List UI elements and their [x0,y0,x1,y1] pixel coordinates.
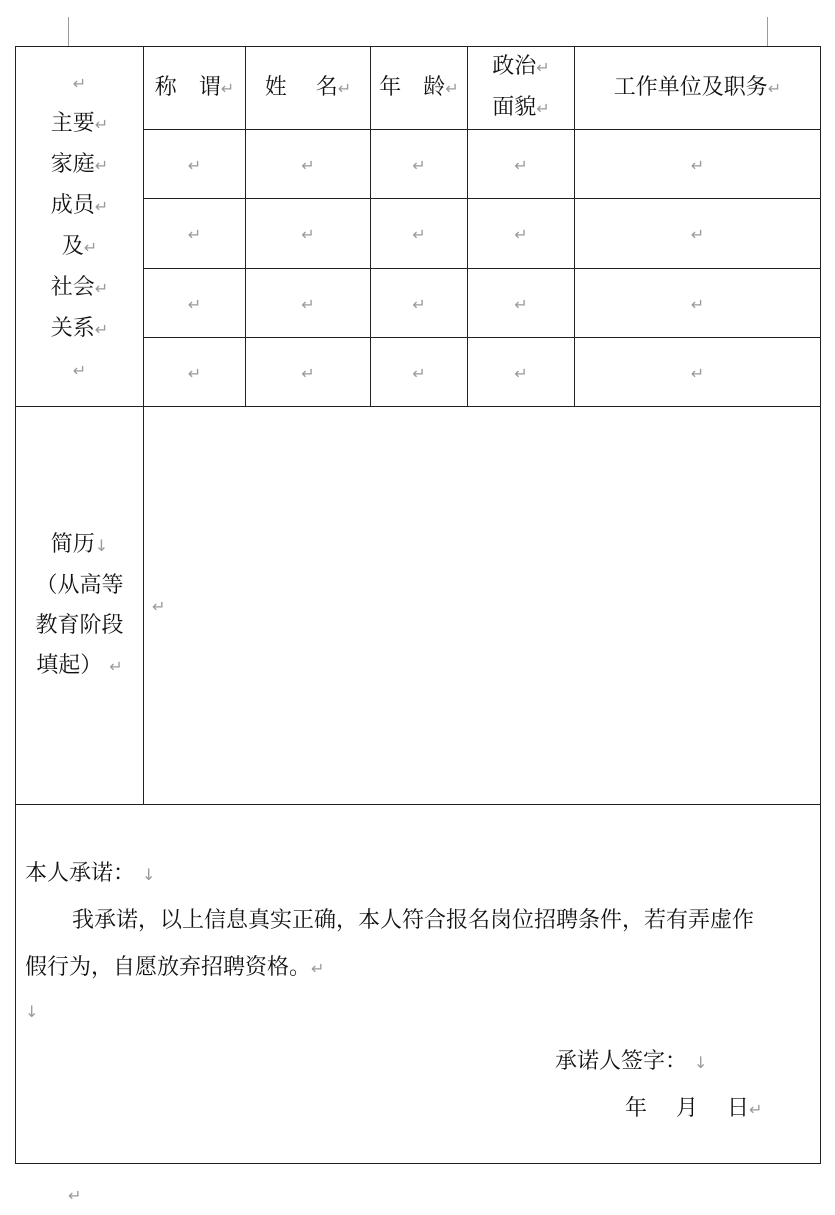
pledge-text-continued: 假行为，自愿放弃招聘资格。↵ [25,955,325,980]
signature-date: 年 月 日↵ [625,1096,763,1121]
pledge-section [16,805,821,1164]
cell-name[interactable]: ↵ [246,130,371,199]
cell-name[interactable]: ↵ [246,338,371,407]
side-label-line: 主要 [50,110,95,136]
pledge-heading: 本人承诺： ↓ [25,861,156,886]
cell-work[interactable]: ↵ [575,269,821,338]
cell-work[interactable]: ↵ [575,199,821,269]
end-paragraph-mark: ↵ [68,1186,82,1205]
side-label-line: 家庭 [50,151,95,177]
side-label-line: 成员 [50,192,95,218]
cell-political[interactable]: ↵ [468,269,575,338]
header-name: 姓 名↵ [246,47,371,130]
cell-work[interactable]: ↵ [575,130,821,199]
side-label-line: 社会 [50,274,95,300]
resume-content-cell[interactable]: ↵ [144,407,821,805]
crop-mark-left-v [68,17,69,46]
family-section-label: ↵ 主要↵ 家庭↵ 成员↵ 及↵ 社会↵ 关系↵ ↵ [16,47,144,407]
signature-label: 承诺人签字： ↓ [555,1049,708,1074]
cell-work[interactable]: ↵ [575,338,821,407]
cell-title[interactable]: ↵ [144,199,246,269]
header-political: 政治↵ 面貌↵ [468,47,575,130]
line-break-mark: ↓ [25,1002,39,1021]
cell-age[interactable]: ↵ [371,130,468,199]
cell-political[interactable]: ↵ [468,130,575,199]
header-title: 称 谓↵ [144,47,246,130]
cell-name[interactable]: ↵ [246,199,371,269]
pledge-text: 我承诺，以上信息真实正确，本人符合报名岗位招聘条件，若有弄虚作 [72,908,755,933]
cell-political[interactable]: ↵ [468,199,575,269]
side-label-line: 关系 [50,315,95,341]
side-label-line: 及 [61,233,84,259]
cell-title[interactable]: ↵ [144,338,246,407]
cell-political[interactable]: ↵ [468,338,575,407]
registration-form-table [15,46,821,1164]
cell-name[interactable]: ↵ [246,269,371,338]
cell-age[interactable]: ↵ [371,269,468,338]
cell-age[interactable]: ↵ [371,338,468,407]
paragraph-mark: ↵ [72,360,87,380]
cell-title[interactable]: ↵ [144,130,246,199]
cell-title[interactable]: ↵ [144,269,246,338]
header-work: 工作单位及职务↵ [575,47,821,130]
paragraph-mark: ↵ [72,73,87,93]
resume-label: 简历↓ （从高等 教育阶段 填起） ↵ [16,407,144,805]
crop-mark-right-v [767,17,768,46]
header-age: 年 龄↵ [371,47,468,130]
cell-age[interactable]: ↵ [371,199,468,269]
